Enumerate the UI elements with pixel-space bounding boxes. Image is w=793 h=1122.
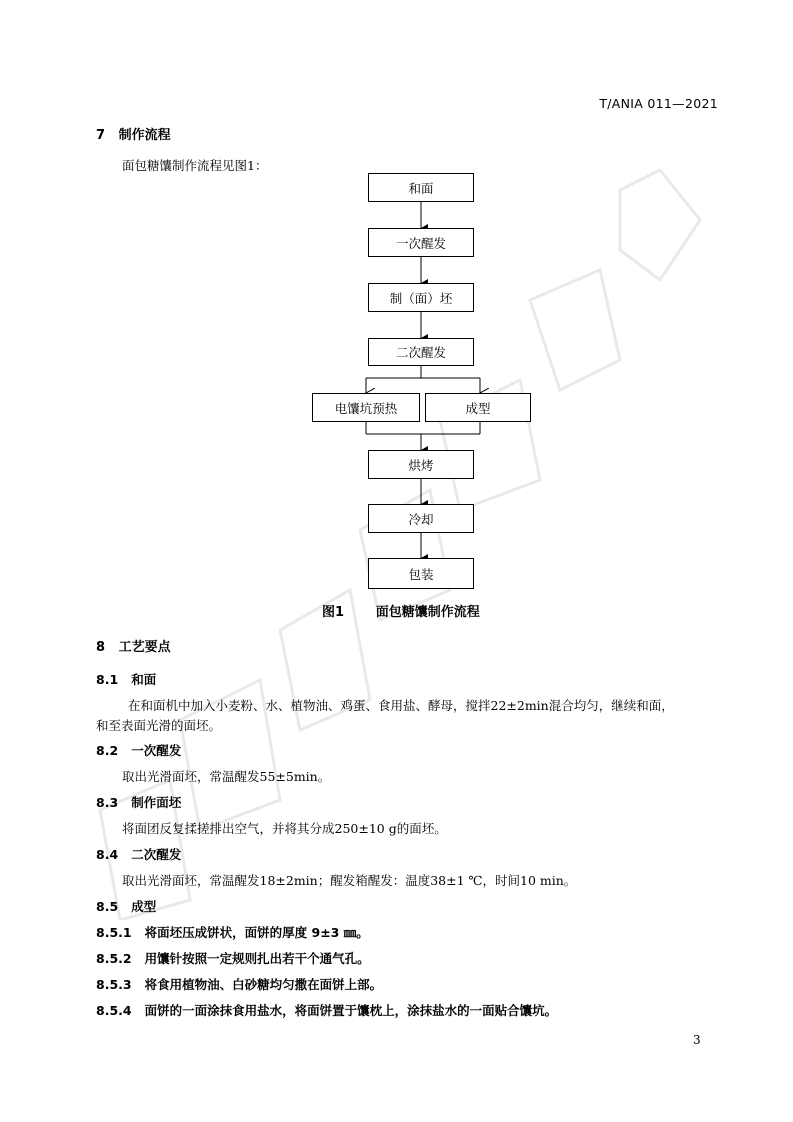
subsection-number: 8.5 (96, 899, 119, 914)
subsection-title: 一次醒发 (131, 743, 182, 758)
flow-intro: 面包糖馕制作流程见图1： (122, 158, 268, 173)
subsection-8-5-heading (96, 897, 156, 915)
flow-step-shaping: 成型 (425, 393, 531, 422)
item-number: 8.5.1 (96, 925, 132, 940)
figure-caption (322, 601, 480, 620)
subsection-8-3-text: 将面团反复揉搓排出空气，并将其分成250±10 g的面坯。 (122, 821, 447, 836)
subsection-8-4-heading (96, 845, 181, 863)
section-8-heading (96, 636, 171, 655)
flow-step-dough: 和面 (368, 173, 474, 202)
item-number: 8.5.3 (96, 977, 132, 992)
item-8-5-3 (96, 975, 382, 993)
subsection-number: 8.1 (96, 672, 119, 687)
figure-label: 图1 (322, 605, 345, 620)
figure-title: 面包糖馕制作流程 (375, 605, 480, 620)
subsection-number: 8.4 (96, 847, 119, 862)
flow-step-preheat-oven: 电馕坑预热 (312, 393, 420, 422)
item-number: 8.5.4 (96, 1003, 132, 1018)
item-8-5-1 (96, 923, 369, 941)
subsection-8-2-heading (96, 741, 181, 759)
flow-step-baking: 烘烤 (368, 450, 474, 479)
standard-number: T/ANIA 011—2021 (599, 96, 718, 111)
subsection-8-1-line2: 和至表面光滑的面坯。 (96, 718, 222, 733)
item-8-5-2 (96, 949, 370, 967)
item-text: 用馕针按照一定规则扎出若干个通气孔。 (144, 951, 370, 966)
subsection-title: 二次醒发 (131, 847, 182, 862)
item-text: 将食用植物油、白砂糖均匀撒在面饼上部。 (144, 977, 383, 992)
item-8-5-4 (96, 1001, 557, 1019)
subsection-8-1-heading (96, 670, 156, 688)
subsection-number: 8.3 (96, 795, 119, 810)
flow-step-cooling: 冷却 (368, 504, 474, 533)
section-title: 工艺要点 (118, 640, 171, 655)
section-number: 7 (96, 128, 106, 143)
section-number: 8 (96, 640, 106, 655)
subsection-8-2-text: 取出光滑面坯，常温醒发55±5min。 (122, 769, 331, 784)
flow-step-first-proof: 一次醒发 (368, 228, 474, 257)
flow-step-make-dough-blank: 制（面）坯 (368, 283, 474, 312)
subsection-title: 成型 (131, 899, 157, 914)
subsection-title: 制作面坯 (131, 795, 182, 810)
subsection-number: 8.2 (96, 743, 119, 758)
item-text: 面饼的一面涂抹食用盐水，将面饼置于馕枕上，涂抹盐水的一面贴合馕坑。 (144, 1003, 558, 1018)
subsection-8-4-text: 取出光滑面坯，常温醒发18±2min；醒发箱醒发：温度38±1 ℃，时间10 min。 (122, 873, 577, 888)
item-text: 将面坯压成饼状，面饼的厚度 9±3 ㎜。 (144, 925, 369, 940)
flow-step-packaging: 包装 (368, 558, 474, 589)
subsection-8-1-line1: 在和面机中加入小麦粉、水、植物油、鸡蛋、食用盐、酵母，搅拌22±2min混合均匀，继续和面， (128, 698, 674, 713)
subsection-8-3-heading (96, 793, 181, 811)
section-title: 制作流程 (118, 128, 171, 143)
page-number: 3 (693, 1033, 701, 1047)
flow-step-second-proof: 二次醒发 (368, 338, 474, 366)
subsection-title: 和面 (131, 672, 157, 687)
item-number: 8.5.2 (96, 951, 132, 966)
